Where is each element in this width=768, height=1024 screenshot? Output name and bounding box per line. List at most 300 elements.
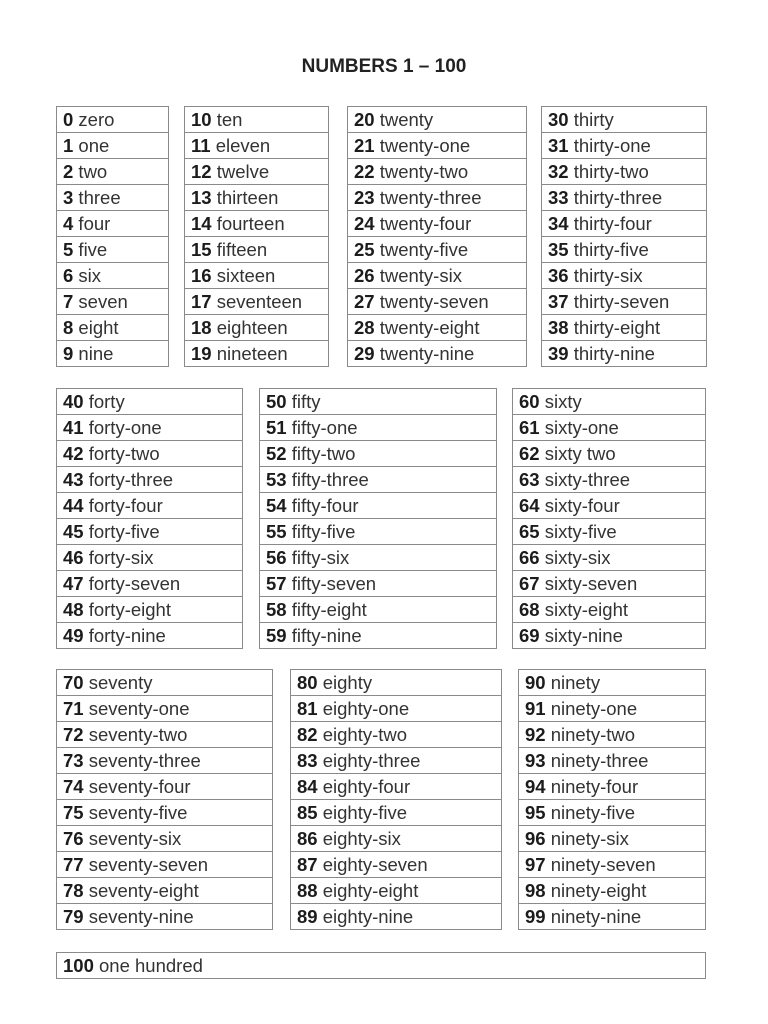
number-digits: 97 xyxy=(525,854,546,875)
number-digits: 20 xyxy=(354,109,375,130)
number-digits: 13 xyxy=(191,187,212,208)
number-digits: 1 xyxy=(63,135,74,156)
number-cell xyxy=(185,315,329,341)
number-word: eighty-four xyxy=(317,776,411,797)
number-word: fifty-three xyxy=(286,469,369,490)
number-digits: 57 xyxy=(266,573,287,594)
number-digits: 29 xyxy=(354,343,375,364)
table-row xyxy=(542,237,707,263)
number-digits: 7 xyxy=(63,291,74,312)
number-digits: 5 xyxy=(63,239,74,260)
number-word: fifty-one xyxy=(286,417,358,438)
number-cell xyxy=(542,315,707,341)
number-column xyxy=(347,106,527,367)
number-cell xyxy=(57,389,243,415)
table-row xyxy=(291,826,502,852)
number-digits: 85 xyxy=(297,802,318,823)
number-column xyxy=(184,106,329,367)
number-word: twenty-six xyxy=(374,265,462,286)
table-row xyxy=(57,159,169,185)
table-row xyxy=(260,571,497,597)
table-row xyxy=(513,415,706,441)
number-digits: 88 xyxy=(297,880,318,901)
table-row xyxy=(291,852,502,878)
number-word: sixty-six xyxy=(539,547,611,568)
table-row xyxy=(57,441,243,467)
number-cell xyxy=(513,545,706,571)
table-row xyxy=(57,133,169,159)
table-row xyxy=(57,545,243,571)
number-word: sixty-nine xyxy=(539,625,623,646)
number-digits: 56 xyxy=(266,547,287,568)
number-digits: 89 xyxy=(297,906,318,927)
number-cell xyxy=(57,415,243,441)
number-word: zero xyxy=(73,109,115,130)
number-column xyxy=(541,106,707,367)
number-digits: 59 xyxy=(266,625,287,646)
number-digits: 90 xyxy=(525,672,546,693)
number-cell xyxy=(348,133,527,159)
number-cell xyxy=(513,519,706,545)
number-cell xyxy=(291,904,502,930)
number-word: seventy xyxy=(83,672,153,693)
number-cell xyxy=(519,670,706,696)
number-digits: 51 xyxy=(266,417,287,438)
number-word: eighty-three xyxy=(317,750,421,771)
number-digits: 66 xyxy=(519,547,540,568)
number-digits: 60 xyxy=(519,391,540,412)
table-row xyxy=(519,696,706,722)
number-digits: 26 xyxy=(354,265,375,286)
number-digits: 22 xyxy=(354,161,375,182)
number-word: ninety-five xyxy=(545,802,636,823)
number-digits: 38 xyxy=(548,317,569,338)
number-cell xyxy=(513,623,706,649)
number-digits: 61 xyxy=(519,417,540,438)
number-digits: 87 xyxy=(297,854,318,875)
number-digits: 36 xyxy=(548,265,569,286)
table-row xyxy=(542,289,707,315)
table-row xyxy=(57,185,169,211)
number-digits: 72 xyxy=(63,724,84,745)
number-word: two xyxy=(73,161,108,182)
number-word: fifteen xyxy=(211,239,268,260)
number-word: nineteen xyxy=(211,343,288,364)
number-word: twelve xyxy=(211,161,270,182)
table-row xyxy=(291,696,502,722)
table-row xyxy=(291,748,502,774)
table-row xyxy=(513,545,706,571)
number-digits: 16 xyxy=(191,265,212,286)
number-word: three xyxy=(73,187,121,208)
number-cell xyxy=(348,237,527,263)
number-cell xyxy=(57,467,243,493)
number-digits: 3 xyxy=(63,187,74,208)
number-digits: 69 xyxy=(519,625,540,646)
number-digits: 78 xyxy=(63,880,84,901)
table-row xyxy=(542,263,707,289)
number-column xyxy=(56,952,706,979)
table-row xyxy=(542,107,707,133)
number-digits: 33 xyxy=(548,187,569,208)
number-digits: 25 xyxy=(354,239,375,260)
table-row xyxy=(513,441,706,467)
number-digits: 53 xyxy=(266,469,287,490)
number-cell xyxy=(185,237,329,263)
number-word: fifty-eight xyxy=(286,599,367,620)
number-cell xyxy=(348,289,527,315)
table-row xyxy=(519,826,706,852)
table-row xyxy=(57,748,273,774)
number-column xyxy=(259,388,497,649)
number-word: seventy-six xyxy=(83,828,182,849)
number-digits: 4 xyxy=(63,213,74,234)
number-digits: 34 xyxy=(548,213,569,234)
number-word: twenty xyxy=(374,109,434,130)
number-digits: 47 xyxy=(63,573,84,594)
number-cell xyxy=(542,341,707,367)
number-cell xyxy=(57,289,169,315)
number-word: thirty-five xyxy=(568,239,649,260)
number-digits: 98 xyxy=(525,880,546,901)
number-cell xyxy=(348,185,527,211)
number-word: four xyxy=(73,213,111,234)
number-column xyxy=(56,388,243,649)
number-word: twenty-eight xyxy=(374,317,480,338)
table-row xyxy=(57,878,273,904)
table-row xyxy=(260,597,497,623)
number-cell xyxy=(519,696,706,722)
number-digits: 75 xyxy=(63,802,84,823)
table-row xyxy=(57,670,273,696)
number-digits: 15 xyxy=(191,239,212,260)
number-cell xyxy=(57,185,169,211)
number-cell xyxy=(57,315,169,341)
number-digits: 68 xyxy=(519,599,540,620)
number-cell xyxy=(542,263,707,289)
number-cell xyxy=(291,800,502,826)
number-cell xyxy=(57,237,169,263)
number-cell xyxy=(513,389,706,415)
number-cell xyxy=(542,185,707,211)
number-digits: 63 xyxy=(519,469,540,490)
number-digits: 58 xyxy=(266,599,287,620)
number-digits: 40 xyxy=(63,391,84,412)
table-row xyxy=(260,493,497,519)
table-row xyxy=(513,571,706,597)
table-row xyxy=(542,159,707,185)
number-word: ninety-one xyxy=(545,698,638,719)
table-row xyxy=(185,211,329,237)
number-word: thirty-two xyxy=(568,161,649,182)
number-word: forty-six xyxy=(83,547,154,568)
number-word: twenty-one xyxy=(374,135,471,156)
number-digits: 21 xyxy=(354,135,375,156)
number-cell xyxy=(57,852,273,878)
number-column xyxy=(56,669,273,930)
number-digits: 17 xyxy=(191,291,212,312)
number-digits: 86 xyxy=(297,828,318,849)
table-row xyxy=(57,696,273,722)
number-word: thirty-three xyxy=(568,187,663,208)
number-digits: 55 xyxy=(266,521,287,542)
number-cell xyxy=(185,185,329,211)
number-word: sixty-three xyxy=(539,469,631,490)
number-cell xyxy=(519,878,706,904)
number-digits: 80 xyxy=(297,672,318,693)
table-row xyxy=(348,133,527,159)
number-digits: 35 xyxy=(548,239,569,260)
table-row xyxy=(57,800,273,826)
table-row xyxy=(260,519,497,545)
number-word: eighty-eight xyxy=(317,880,419,901)
number-digits: 10 xyxy=(191,109,212,130)
number-cell xyxy=(291,670,502,696)
table-row xyxy=(348,107,527,133)
number-cell xyxy=(57,774,273,800)
table-row xyxy=(57,826,273,852)
number-word: twenty-seven xyxy=(374,291,489,312)
number-word: twenty-four xyxy=(374,213,472,234)
number-cell xyxy=(57,571,243,597)
number-cell xyxy=(57,800,273,826)
table-row xyxy=(291,670,502,696)
number-word: seventy-four xyxy=(83,776,191,797)
number-word: nine xyxy=(73,343,114,364)
table-row xyxy=(185,341,329,367)
number-cell xyxy=(513,493,706,519)
table-row xyxy=(542,315,707,341)
number-digits: 41 xyxy=(63,417,84,438)
number-digits: 67 xyxy=(519,573,540,594)
number-cell xyxy=(260,415,497,441)
table-row xyxy=(57,571,243,597)
number-cell xyxy=(260,597,497,623)
number-word: seventy-five xyxy=(83,802,188,823)
table-row xyxy=(57,315,169,341)
table-row xyxy=(57,263,169,289)
number-word: thirteen xyxy=(211,187,279,208)
number-word: thirty-four xyxy=(568,213,652,234)
table-row xyxy=(185,315,329,341)
number-cell xyxy=(57,493,243,519)
number-digits: 71 xyxy=(63,698,84,719)
table-row xyxy=(185,237,329,263)
number-word: forty-one xyxy=(83,417,162,438)
number-word: eighty-nine xyxy=(317,906,414,927)
number-word: eight xyxy=(73,317,119,338)
table-row xyxy=(185,289,329,315)
number-word: seventy-three xyxy=(83,750,201,771)
number-cell xyxy=(291,878,502,904)
number-cell xyxy=(57,904,273,930)
number-digits: 93 xyxy=(525,750,546,771)
number-word: fifty-nine xyxy=(286,625,362,646)
number-digits: 84 xyxy=(297,776,318,797)
number-cell xyxy=(519,826,706,852)
number-word: fifty-seven xyxy=(286,573,377,594)
table-row xyxy=(519,774,706,800)
number-cell xyxy=(57,107,169,133)
table-row xyxy=(260,467,497,493)
table-row xyxy=(57,953,706,979)
table-row xyxy=(542,185,707,211)
number-cell xyxy=(519,748,706,774)
number-digits: 46 xyxy=(63,547,84,568)
table-row xyxy=(513,389,706,415)
number-digits: 14 xyxy=(191,213,212,234)
number-digits: 52 xyxy=(266,443,287,464)
number-digits: 0 xyxy=(63,109,74,130)
number-word: fourteen xyxy=(211,213,285,234)
table-row xyxy=(57,415,243,441)
number-cell xyxy=(519,774,706,800)
table-row xyxy=(519,670,706,696)
number-cell xyxy=(57,441,243,467)
number-cell xyxy=(185,133,329,159)
number-column xyxy=(56,106,169,367)
number-word: eighty xyxy=(317,672,373,693)
number-cell xyxy=(291,696,502,722)
number-cell xyxy=(260,493,497,519)
number-cell xyxy=(185,341,329,367)
number-digits: 49 xyxy=(63,625,84,646)
table-row xyxy=(57,623,243,649)
number-cell xyxy=(260,389,497,415)
table-row xyxy=(185,185,329,211)
table-row xyxy=(57,519,243,545)
table-row xyxy=(348,289,527,315)
number-word: five xyxy=(73,239,108,260)
number-digits: 82 xyxy=(297,724,318,745)
number-digits: 8 xyxy=(63,317,74,338)
table-row xyxy=(57,107,169,133)
number-digits: 39 xyxy=(548,343,569,364)
number-column xyxy=(512,388,706,649)
number-word: forty-seven xyxy=(83,573,181,594)
number-cell xyxy=(519,852,706,878)
number-digits: 96 xyxy=(525,828,546,849)
table-row xyxy=(185,133,329,159)
number-cell xyxy=(57,826,273,852)
number-word: fifty-two xyxy=(286,443,356,464)
number-digits: 92 xyxy=(525,724,546,745)
number-word: sixty-four xyxy=(539,495,620,516)
table-row xyxy=(519,904,706,930)
table-row xyxy=(185,159,329,185)
table-row xyxy=(57,722,273,748)
number-cell xyxy=(542,159,707,185)
number-digits: 28 xyxy=(354,317,375,338)
number-word: thirty-nine xyxy=(568,343,655,364)
number-cell xyxy=(185,159,329,185)
number-cell xyxy=(260,467,497,493)
number-word: forty-nine xyxy=(83,625,166,646)
number-word: sixty xyxy=(539,391,582,412)
number-word: twenty-three xyxy=(374,187,482,208)
number-digits: 27 xyxy=(354,291,375,312)
number-cell xyxy=(57,263,169,289)
number-digits: 11 xyxy=(191,135,211,156)
number-cell xyxy=(291,852,502,878)
number-cell xyxy=(513,571,706,597)
table-row xyxy=(57,341,169,367)
number-digits: 43 xyxy=(63,469,84,490)
number-word: fifty-six xyxy=(286,547,350,568)
number-word: thirty-eight xyxy=(568,317,661,338)
table-row xyxy=(291,722,502,748)
number-word: ninety-eight xyxy=(545,880,647,901)
number-cell xyxy=(260,623,497,649)
number-digits: 77 xyxy=(63,854,84,875)
number-word: sixty-five xyxy=(539,521,617,542)
number-cell xyxy=(260,441,497,467)
number-cell xyxy=(513,467,706,493)
number-word: sixteen xyxy=(211,265,276,286)
number-word: forty-four xyxy=(83,495,163,516)
number-word: seventeen xyxy=(211,291,303,312)
number-cell xyxy=(542,211,707,237)
table-row xyxy=(348,263,527,289)
number-cell xyxy=(513,415,706,441)
page-title: NUMBERS 1 – 100 xyxy=(301,56,467,77)
table-row xyxy=(260,389,497,415)
number-cell xyxy=(513,597,706,623)
table-row xyxy=(348,185,527,211)
number-word: eighty-one xyxy=(317,698,410,719)
table-row xyxy=(348,211,527,237)
number-cell xyxy=(57,211,169,237)
number-word: sixty two xyxy=(539,443,616,464)
number-word: twenty-two xyxy=(374,161,469,182)
number-word: sixty-seven xyxy=(539,573,638,594)
number-digits: 37 xyxy=(548,291,569,312)
number-digits: 73 xyxy=(63,750,84,771)
table-row xyxy=(185,263,329,289)
number-cell xyxy=(57,597,243,623)
number-cell xyxy=(542,289,707,315)
number-cell xyxy=(519,800,706,826)
number-digits: 99 xyxy=(525,906,546,927)
number-cell xyxy=(57,748,273,774)
number-word: thirty-one xyxy=(568,135,651,156)
table-row xyxy=(57,389,243,415)
number-word: eighty-seven xyxy=(317,854,428,875)
table-row xyxy=(348,315,527,341)
table-row xyxy=(513,597,706,623)
number-cell xyxy=(291,774,502,800)
number-cell xyxy=(291,826,502,852)
number-word: ninety-nine xyxy=(545,906,642,927)
number-cell xyxy=(348,315,527,341)
number-word: one hundred xyxy=(93,955,203,976)
table-row xyxy=(260,415,497,441)
table-row xyxy=(513,493,706,519)
number-word: seventy-seven xyxy=(83,854,209,875)
number-word: forty-five xyxy=(83,521,160,542)
number-word: eighty-five xyxy=(317,802,408,823)
number-word: ten xyxy=(211,109,243,130)
number-word: seventy-eight xyxy=(83,880,199,901)
number-word: thirty-seven xyxy=(568,291,670,312)
number-word: fifty-four xyxy=(286,495,359,516)
number-cell xyxy=(57,722,273,748)
table-row xyxy=(542,133,707,159)
number-digits: 48 xyxy=(63,599,84,620)
number-cell xyxy=(185,107,329,133)
number-word: forty-three xyxy=(83,469,174,490)
table-row xyxy=(57,597,243,623)
